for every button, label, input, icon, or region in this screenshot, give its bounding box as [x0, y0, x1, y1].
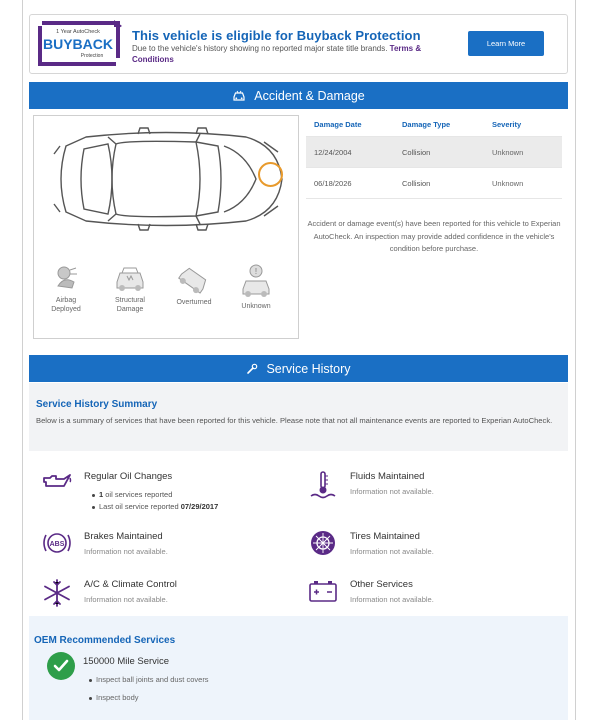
buyback-logo — [36, 20, 122, 68]
oil-can-icon — [42, 470, 72, 500]
buyback-banner — [29, 14, 568, 74]
airbag-label-1: Airbag — [55, 297, 77, 304]
thermometer-icon — [308, 470, 338, 500]
unknown-damage-icon — [240, 264, 272, 298]
logo-big-text: BUYBACK — [43, 36, 113, 52]
overturned-item — [162, 264, 226, 307]
other-services-title: Other Services — [350, 579, 413, 590]
service-history-header — [29, 355, 568, 382]
accident-damage-header — [29, 82, 568, 109]
ac-climate-item — [42, 578, 282, 608]
oem-service-name: 150000 Mile Service — [83, 656, 170, 667]
damage-note: Accident or damage event(s) have been reported for this vehicle to Experian AutoCheck. An inspection may provide added confidence in the vehicle's condition before purchase. — [307, 219, 561, 253]
wrench-icon — [246, 363, 258, 375]
buyback-desc-text: Due to the vehicle's history showing no reported major state title brands. — [132, 44, 388, 53]
fluids-title: Fluids Maintained — [350, 471, 425, 482]
severity-cell: Unknown — [492, 147, 524, 157]
right-border — [575, 0, 576, 720]
logo-small-text: 1 Year AutoCheck — [56, 29, 100, 35]
oil-services-count: 1 oil services reported — [92, 490, 172, 499]
abs-icon — [42, 530, 72, 560]
fluids-item — [308, 470, 548, 500]
list-item: Inspect ball joints and dust covers — [89, 675, 209, 684]
accident-damage-title: Accident & Damage — [254, 88, 365, 103]
structural-damage-item — [98, 264, 162, 314]
damage-date-cell: 06/18/2026 — [314, 178, 352, 188]
ac-climate-title: A/C & Climate Control — [84, 579, 177, 590]
brakes-status: Information not available. — [84, 547, 168, 556]
airbag-icon — [52, 264, 80, 292]
left-border — [22, 0, 23, 720]
service-summary — [29, 383, 568, 451]
overturned-label-1: Overturned — [176, 299, 212, 306]
other-services-item — [308, 578, 548, 608]
last-oil-service: Last oil service reported 07/29/2017 — [92, 502, 218, 511]
svg-text:!: ! — [254, 267, 258, 276]
tires-title: Tires Maintained — [350, 531, 420, 542]
service-summary-description: Below is a summary of services that have been reported for this vehicle. Please note that not all maintenance events are reported to Experian AutoCheck. — [36, 416, 553, 425]
brakes-item — [42, 530, 282, 560]
car-crash-icon — [232, 90, 246, 102]
oil-changes-item — [42, 470, 282, 516]
oem-title: OEM Recommended Services — [34, 635, 176, 646]
checkmark-icon — [47, 652, 75, 680]
car-diagram-panel — [33, 115, 299, 339]
tires-item — [308, 530, 548, 560]
oem-recommended-section — [29, 616, 568, 720]
damage-type-cell: Collision — [402, 178, 431, 188]
table-row — [306, 168, 562, 199]
severity-cell: Unknown — [492, 178, 524, 188]
svg-text:ABS: ABS — [49, 541, 65, 548]
ac-climate-status: Information not available. — [84, 595, 168, 604]
airbag-deployed-item — [34, 264, 98, 314]
brakes-title: Brakes Maintained — [84, 531, 163, 542]
structural-label-2: Damage — [116, 306, 144, 313]
buyback-description — [132, 44, 448, 65]
logo-sub-text: Protection — [80, 53, 104, 59]
col-damage-date: Damage Date — [314, 119, 362, 129]
list-item: Inspect body — [89, 693, 139, 702]
tire-icon — [308, 530, 338, 560]
oil-changes-title: Regular Oil Changes — [84, 471, 173, 482]
service-history-title: Service History — [266, 361, 351, 376]
service-summary-title: Service History Summary — [36, 399, 158, 410]
damage-table-header — [306, 112, 562, 137]
col-severity: Severity — [492, 119, 522, 129]
damage-location-highlight — [258, 162, 283, 187]
unknown-label-2: Unknown — [241, 303, 271, 310]
structural-label-1: Structural — [115, 297, 145, 304]
airbag-label-2: Deployed — [51, 306, 81, 313]
table-row — [306, 137, 562, 168]
terms-link[interactable]: Terms & Conditions — [132, 44, 422, 64]
damage-date-cell: 12/24/2004 — [314, 147, 352, 157]
buyback-title: This vehicle is eligible for Buyback Protection — [132, 28, 421, 43]
structural-damage-icon — [113, 264, 147, 292]
snowflake-icon — [42, 578, 72, 608]
learn-more-button[interactable]: Learn More — [468, 31, 544, 56]
other-services-status: Information not available. — [350, 595, 434, 604]
battery-icon — [308, 578, 338, 608]
car-top-view-diagram — [46, 124, 286, 234]
damage-type-cell: Collision — [402, 147, 431, 157]
unknown-damage-item — [224, 264, 288, 311]
tires-status: Information not available. — [350, 547, 434, 556]
fluids-status: Information not available. — [350, 487, 434, 496]
col-damage-type: Damage Type — [402, 119, 451, 129]
damage-table — [306, 112, 562, 199]
overturned-icon — [177, 264, 211, 294]
